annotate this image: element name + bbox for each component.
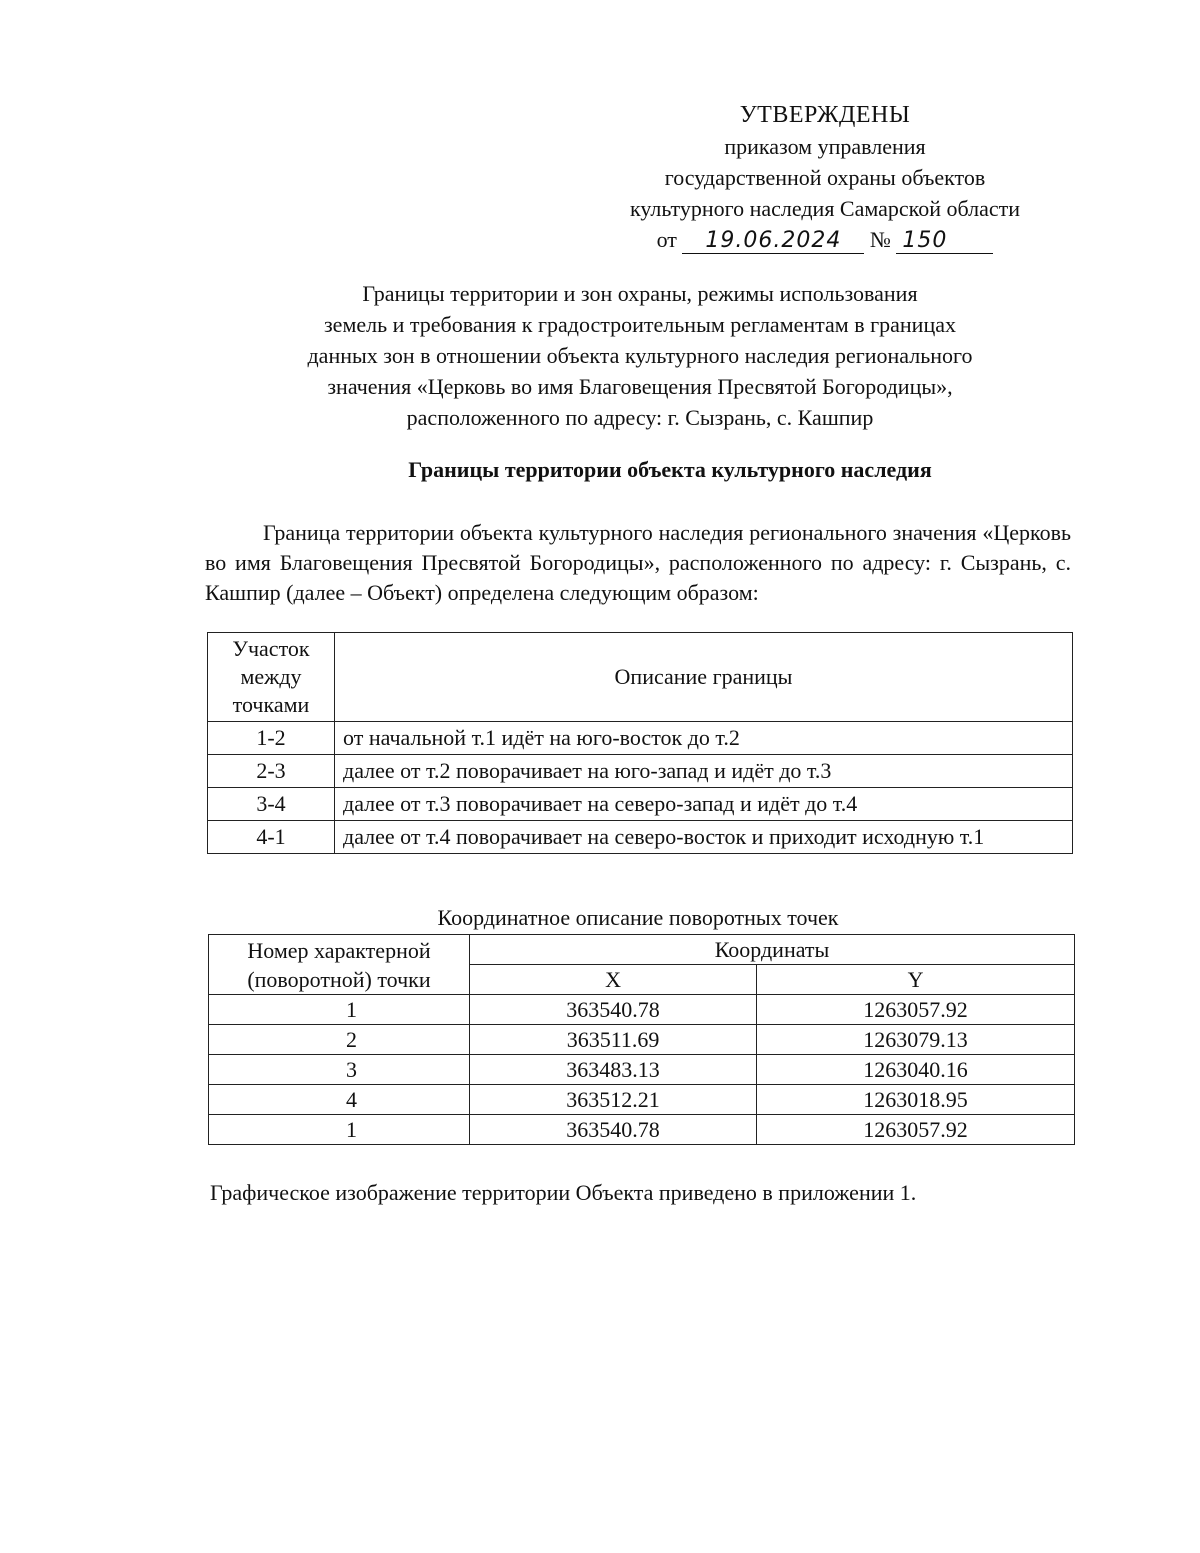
- segment-header: [208, 633, 335, 722]
- order-number-handwritten: 150: [896, 229, 993, 254]
- description-cell: от начальной т.1 идёт на юго-восток до т.2: [335, 722, 1073, 755]
- x-cell: 363540.78: [470, 1115, 757, 1145]
- segment-cell: 4-1: [208, 821, 335, 854]
- table-row: [209, 1115, 1075, 1145]
- y-cell: 1263057.92: [757, 1115, 1075, 1145]
- approval-line-1: приказом управления: [724, 134, 926, 159]
- title-line-3: данных зон в отношении объекта культурного наследия регионального: [307, 343, 973, 368]
- from-label: от: [656, 227, 677, 252]
- y-header: Y: [757, 965, 1075, 995]
- table-header-row: [208, 633, 1073, 722]
- point-header-line-2: (поворотной) точки: [247, 966, 431, 992]
- point-header-line-1: Номер характерной: [247, 937, 431, 963]
- approval-line-2: государственной охраны объектов: [664, 165, 986, 190]
- graphic-reference-text: Графическое изображение территории Объекта приведено в приложении 1.: [210, 1180, 917, 1205]
- table-row: [208, 788, 1073, 821]
- y-cell: 1263018.95: [757, 1085, 1075, 1115]
- point-number-cell: 3: [209, 1055, 470, 1085]
- title-line-5: расположенного по адресу: г. Сызрань, с. Кашпир: [406, 405, 874, 430]
- coordinates-caption: Координатное описание поворотных точек: [437, 905, 839, 930]
- order-date-handwritten: 19.06.2024: [682, 229, 864, 254]
- boundary-paragraph: Граница территории объекта культурного наследия регионального значения «Церковь во имя Благовещения Пресвятой Богородицы», расположенного по адресу: г. Сызрань, с. Кашпир (далее – Объект) определена следующим образом:: [205, 520, 1071, 605]
- x-cell: 363483.13: [470, 1055, 757, 1085]
- y-cell: 1263057.92: [757, 995, 1075, 1025]
- x-header: X: [470, 965, 757, 995]
- table-row: [208, 755, 1073, 788]
- segment-cell: 1-2: [208, 722, 335, 755]
- approval-block: [560, 100, 1090, 255]
- table-row: [209, 1025, 1075, 1055]
- point-number-cell: 1: [209, 1115, 470, 1145]
- approval-line-3: культурного наследия Самарской области: [629, 196, 1021, 221]
- order-date-line: [657, 224, 994, 255]
- segment-header-line-1: Участок: [232, 636, 310, 661]
- coordinates-table: [208, 934, 1075, 1145]
- title-line-2: земель и требования к градостроительным регламентам в границах: [323, 312, 956, 337]
- point-number-cell: 1: [209, 995, 470, 1025]
- x-cell: 363540.78: [470, 995, 757, 1025]
- title-line-1: Границы территории и зон охраны, режимы использования: [362, 281, 918, 306]
- point-number-header: [209, 935, 470, 995]
- table-row: [209, 1085, 1075, 1115]
- coordinates-header-row: [209, 935, 1075, 965]
- description-cell: далее от т.4 поворачивает на северо-восток и приходит исходную т.1: [335, 821, 1073, 854]
- segment-cell: 3-4: [208, 788, 335, 821]
- table-row: [209, 995, 1075, 1025]
- approval-title: УТВЕРЖДЕНЫ: [739, 102, 911, 128]
- segment-header-line-2: между: [240, 664, 302, 689]
- title-line-4: значения «Церковь во имя Благовещения Пресвятой Богородицы»,: [327, 374, 953, 399]
- description-header: Описание границы: [335, 633, 1073, 722]
- table-row: [208, 821, 1073, 854]
- description-cell: далее от т.2 поворачивает на юго-запад и идёт до т.3: [335, 755, 1073, 788]
- segment-cell: 2-3: [208, 755, 335, 788]
- document-title: [205, 278, 1075, 433]
- y-cell: 1263040.16: [757, 1055, 1075, 1085]
- section-heading: Границы территории объекта культурного наследия: [408, 457, 932, 482]
- x-cell: 363511.69: [470, 1025, 757, 1055]
- point-number-cell: 4: [209, 1085, 470, 1115]
- table-row: [209, 1055, 1075, 1085]
- table-row: [208, 722, 1073, 755]
- description-cell: далее от т.3 поворачивает на северо-запад и идёт до т.4: [335, 788, 1073, 821]
- x-cell: 363512.21: [470, 1085, 757, 1115]
- coordinates-header: Координаты: [470, 935, 1075, 965]
- point-number-cell: 2: [209, 1025, 470, 1055]
- boundary-description-table: [207, 632, 1073, 854]
- segment-header-line-3: точками: [232, 692, 310, 717]
- number-label: №: [869, 227, 891, 252]
- y-cell: 1263079.13: [757, 1025, 1075, 1055]
